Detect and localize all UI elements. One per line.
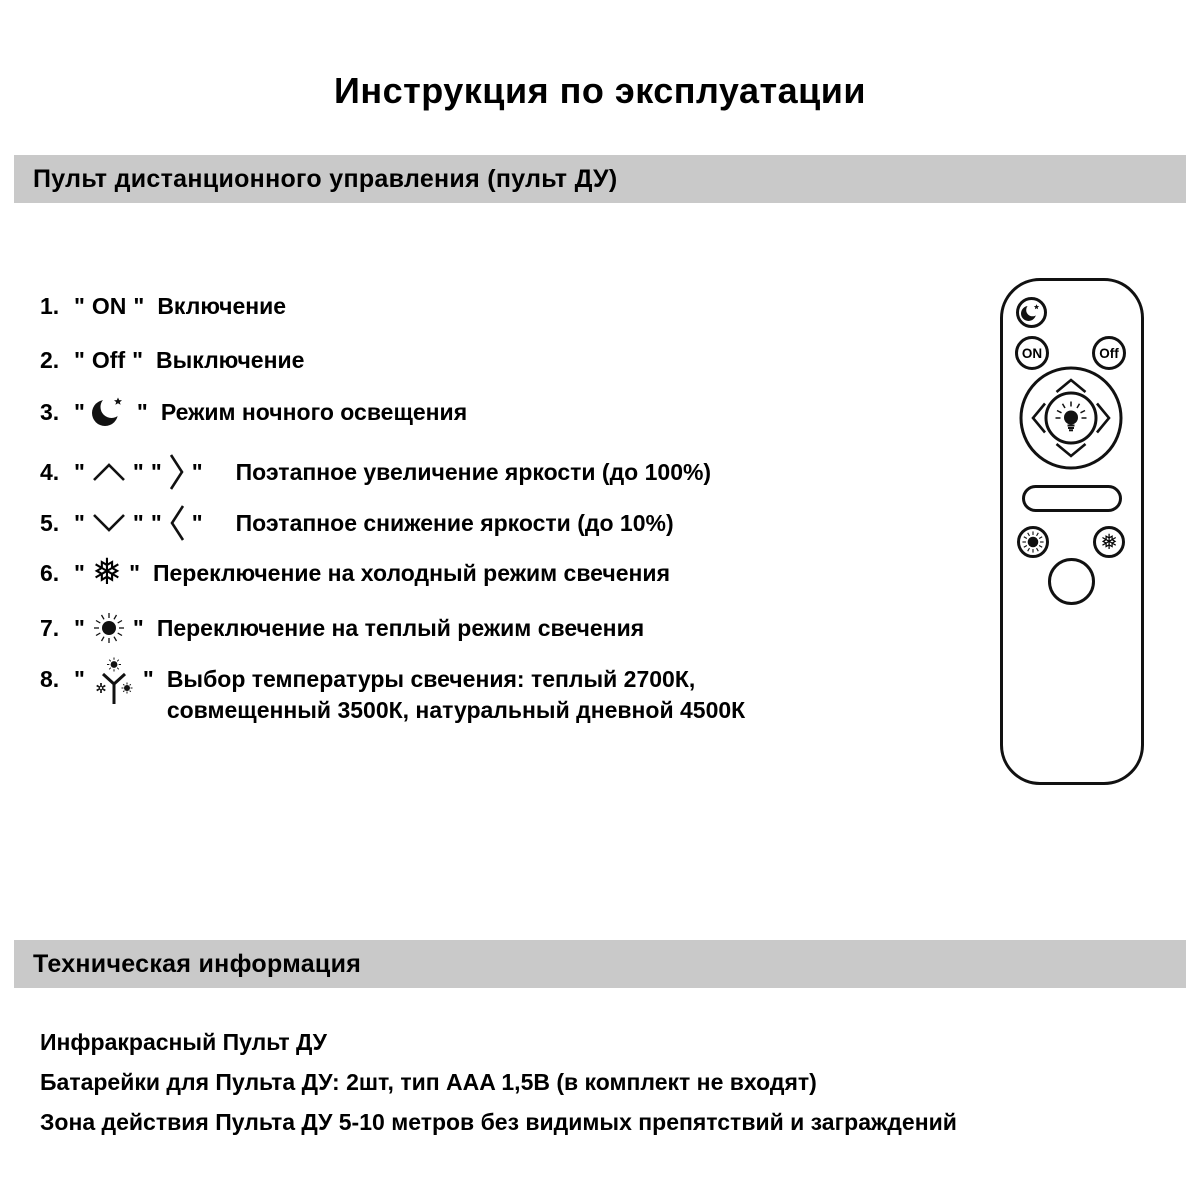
quote-mark: " [74,347,85,373]
quote-mark: " [132,509,144,536]
dpad-right-chevron [1097,404,1109,433]
off-button-label: Off [1099,345,1119,361]
item-description: Режим ночного освещения [160,398,468,425]
item-number: 8. [40,666,60,692]
section-header-remote-label: Пульт дистанционного управления (пульт ДУ) [33,164,618,193]
sun-icon [92,611,126,645]
item-number: 2. [40,347,60,373]
item-description: Включение [157,293,287,319]
quote-mark: " [74,293,85,319]
item-description [167,664,745,726]
item-description-line-2: совмещенный 3500К, натуральный дневной 4500К [166,697,746,723]
item-description: Поэтапное увеличение яркости (до 100%) [235,458,712,485]
snowflake-icon: ❅ [1100,529,1118,554]
section-header-tech [14,940,1186,988]
dpad-up-chevron [1057,380,1086,392]
quote-mark: " [133,293,145,319]
list-item-on [40,293,286,320]
item-number: 1. [40,293,60,319]
dpad-control [1018,365,1124,471]
quote-mark: " [132,347,144,373]
tech-info-line: Зона действия Пульта ДУ 5-10 метров без видимых препятствий и заграждений [40,1109,957,1135]
list-item-color-temperature [40,664,745,726]
item-description: Переключение на холодный режим свечения [152,559,670,586]
item-number: 7. [40,614,60,641]
quote-mark: " [142,666,154,692]
snowflake-icon: ❅ [91,552,123,593]
night-mode-button [1016,297,1047,328]
dpad-left-chevron [1033,404,1045,433]
list-item-brightness-up [40,453,711,491]
list-item-brightness-down [40,504,674,542]
cold-mode-button [1093,526,1125,558]
quote-mark: " [74,458,85,485]
page-title: Инструкция по эксплуатации [333,70,867,111]
quote-mark: " [191,458,203,485]
moon-night-mode-icon [92,396,130,428]
quote-mark: " [150,458,162,485]
quote-mark: " [191,509,203,536]
item-number: 5. [40,509,60,536]
quote-mark: " [136,398,148,425]
item-number: 4. [40,458,60,485]
sun-icon [1021,530,1045,554]
list-item-cold-mode [40,552,670,593]
chevron-down-icon [92,513,126,533]
item-description: Выключение [156,347,305,373]
moon-icon [1021,303,1043,323]
tech-info-line: Инфракрасный Пульт ДУ [40,1029,327,1055]
on-label: ON [91,293,127,319]
quote-mark: " [150,509,162,536]
quote-mark: " [74,398,85,425]
quote-mark: " [74,559,85,586]
chevron-right-icon [169,453,185,491]
chevron-up-icon [92,462,126,482]
lightbulb-icon [1064,411,1078,425]
section-header-remote [14,155,1186,203]
quote-mark: " [132,458,144,485]
item-description: Поэтапное снижение яркости (до 10%) [235,509,674,536]
quote-mark: " [132,614,144,641]
warm-mode-button [1017,526,1049,558]
off-label: Off [91,347,126,373]
item-description-line-1: Выбор температуры свечения: теплый 2700К, [166,666,696,692]
quote-mark: " [74,614,85,641]
on-button-label: ON [1021,345,1043,361]
color-temperature-selector-icon [92,657,136,707]
item-number: 6. [40,559,60,586]
tech-info-line: Батарейки для Пульта ДУ: 2шт, тип AAA 1,5В (в комплект не входят) [40,1069,817,1095]
quote-mark: " [74,509,85,536]
item-description: Переключение на теплый режим свечения [156,614,645,641]
section-header-tech-label: Техническая информация [33,949,362,978]
pill-button [1022,485,1122,512]
quote-mark: " [129,559,140,586]
list-item-night-mode [40,396,467,428]
remote-control-illustration [1000,278,1144,785]
item-number: 3. [40,398,60,425]
aux-round-button [1048,558,1095,605]
chevron-left-icon [169,504,185,542]
dpad-down-chevron [1057,444,1086,456]
quote-mark: " [74,666,85,692]
dpad-icon [1018,365,1124,471]
list-item-off [40,347,304,374]
list-item-warm-mode [40,611,644,645]
